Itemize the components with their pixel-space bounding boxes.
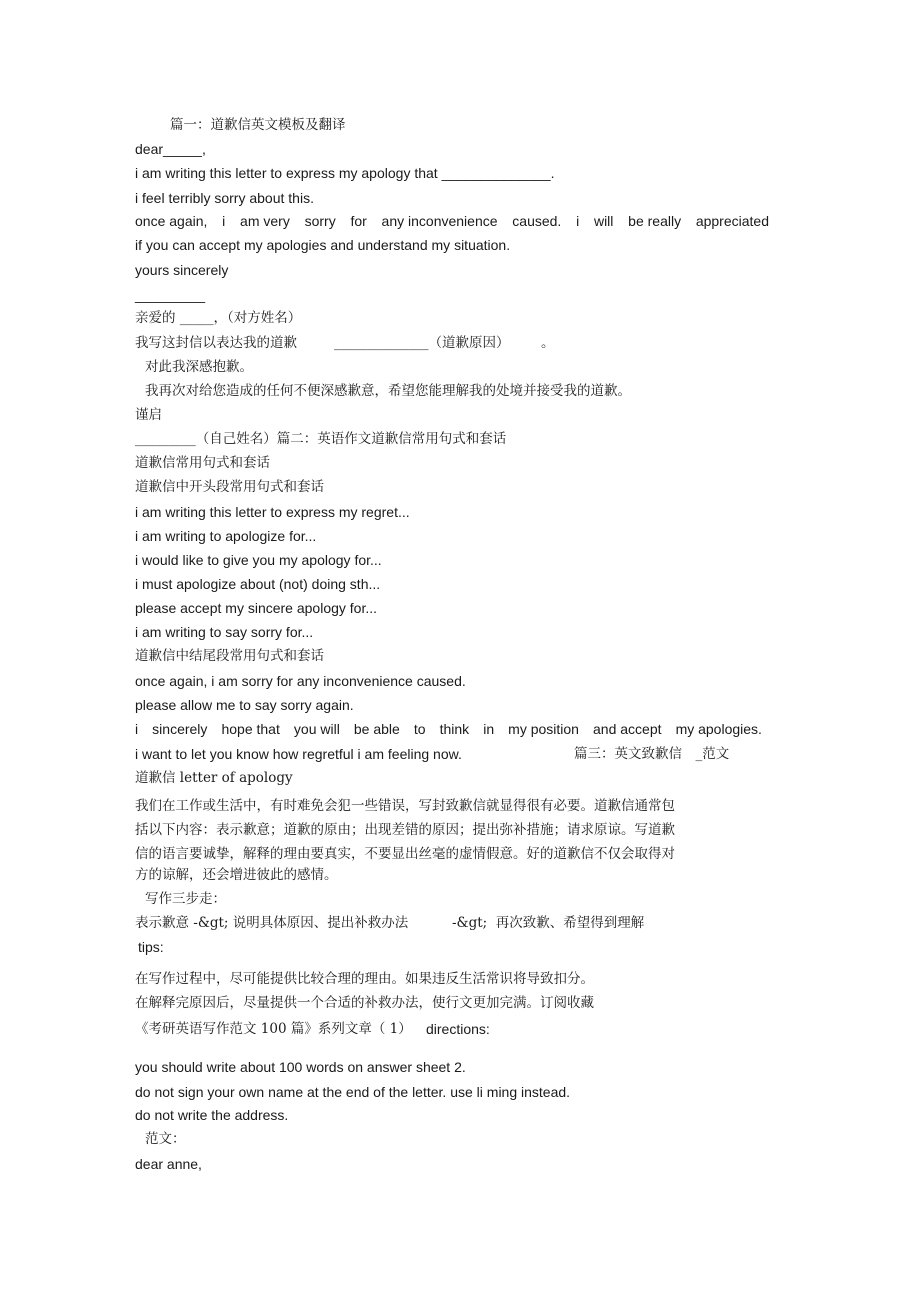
text-line: i feel terribly sorry about this. [135,190,314,206]
word: my apologies. [675,721,762,737]
text-line: i am writing this letter to express my regret... [135,504,410,520]
word: i [576,213,580,229]
text-segment: ______________（道歉原因） [334,335,510,351]
word: hope that [221,721,280,737]
text-line: 我写这封信以表达我的道歉 [135,335,297,351]
paragraph-line: 我们在工作或生活中，有时难免会犯一些错误，写封致歉信就显得很有必要。道歉信通常包 [135,798,675,814]
word: sorry [304,213,336,229]
text-line: if you can accept my apologies and understand my situation. [135,237,511,253]
text-line: please accept my sincere apology for... [135,600,378,616]
signature-blank: _________ [135,287,206,303]
text-line: 《考研英语写作范文 100 篇》系列文章（ 1） [135,1021,412,1037]
text-line: 范文： [145,1131,186,1147]
salutation-line: dear_____, [135,141,206,157]
text-line: do not write the address. [135,1107,289,1123]
closing-line: yours sincerely [135,262,229,278]
text-line: 道歉信常用句式和套话 [135,455,270,471]
text-line: i am writing this letter to express my apology that ______________. [135,165,555,181]
word: be able [353,721,400,737]
text-line: i am writing to apologize for... [135,528,317,544]
text-line: do not sign your own name at the end of the letter. use li ming instead. [135,1084,571,1100]
word: will [593,213,614,229]
word: for [350,213,367,229]
word: you will [293,721,340,737]
justified-text-line [135,212,769,230]
word: think [439,721,470,737]
word: i [222,213,226,229]
subheading: 道歉信中开头段常用句式和套话 [135,479,324,495]
text-line: 对此我深感抱歉。 [145,359,253,375]
salutation-line: dear anne, [135,1156,202,1172]
text-line: 表示歉意 -&gt; 说明具体原因、提出补救办法 [135,915,409,931]
text-line: i must apologize about (not) doing sth... [135,576,381,592]
word: appreciated [695,213,769,229]
text-line: you should write about 100 words on answer sheet 2. [135,1059,466,1075]
text-line: please allow me to say sorry again. [135,697,354,713]
text-line: 我再次对给您造成的任何不便深感歉意，希望您能理解我的处境并接受我的道歉。 [145,383,631,399]
text-line: 在写作过程中，尽可能提供比较合理的理由。如果违反生活常识将导致扣分。 [135,971,594,987]
text-segment: 。 [541,335,555,351]
text-line: 在解释完原因后，尽量提供一个合适的补救办法，使行文更加完满。订阅收藏 [135,995,594,1011]
section-three-title: 篇三：英文致歉信 _范文 [574,746,730,762]
word: and accept [593,721,662,737]
word: i [135,721,139,737]
text-line: i would like to give you my apology for... [135,552,382,568]
word: am very [240,213,290,229]
text-segment: directions: [426,1021,490,1037]
text-line: i am writing to say sorry for... [135,624,314,640]
text-segment: -&gt; 再次致歉、希望得到理解 [452,915,645,931]
text-line: 道歉信 letter of apology [135,770,293,786]
justified-text-line [135,720,762,738]
word: in [483,721,495,737]
paragraph-line: 信的语言要诚挚，解释的理由要真实，不要显出丝毫的虚情假意。好的道歉信不仅会取得对 [135,846,675,862]
text-line: once again, i am sorry for any inconvenience caused. [135,673,466,689]
text-line: 亲爱的 _____，（对方姓名） [135,310,302,326]
word: my position [508,721,579,737]
subheading: 道歉信中结尾段常用句式和套话 [135,648,324,664]
text-line: i want to let you know how regretful i am feeling now. [135,746,462,762]
word: sincerely [152,721,208,737]
section-two-title: _________（自己姓名）篇二：英语作文道歉信常用句式和套话 [135,431,507,447]
word: once again, [135,213,208,229]
paragraph-line: 括以下内容：表示歉意；道歉的原由；出现差错的原因；提出弥补措施；请求原谅。写道歉 [135,822,675,838]
word: to [413,721,426,737]
word: caused. [512,213,562,229]
section-one-title: 篇一：道歉信英文模板及翻译 [170,117,346,133]
paragraph-line: 方的谅解，还会增进彼此的感情。 [135,867,338,883]
word: be really [628,213,682,229]
word: any inconvenience [381,213,498,229]
text-line: tips: [138,939,164,955]
text-line: 写作三步走： [145,891,226,907]
text-line: 谨启 [135,407,162,423]
